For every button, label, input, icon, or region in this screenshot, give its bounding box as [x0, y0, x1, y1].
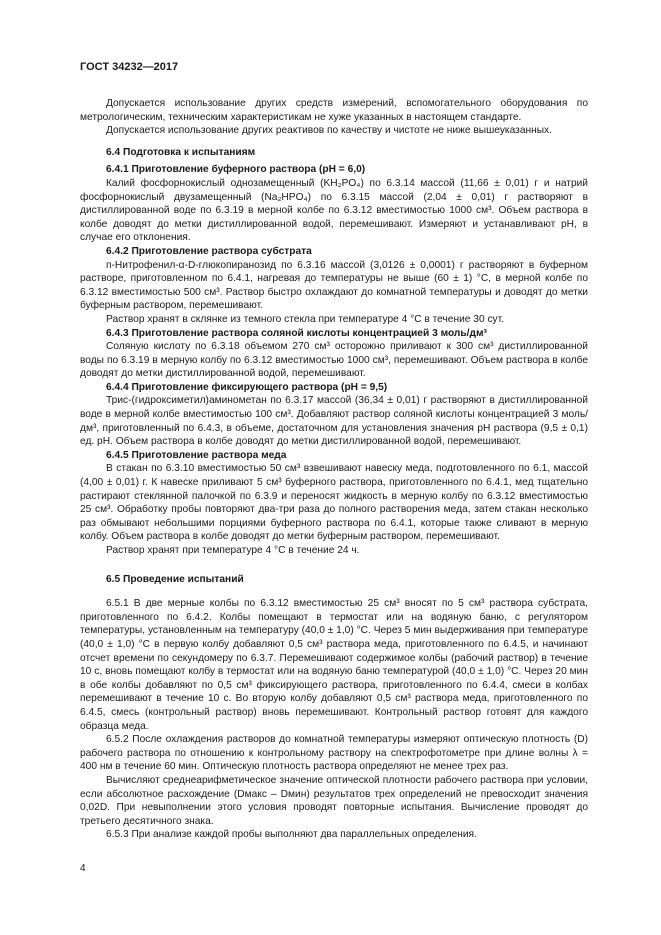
section-heading: 6.5 Проведение испытаний	[106, 573, 244, 585]
subsection-heading: 6.4.2 Приготовление раствора субстрата	[106, 245, 312, 257]
paragraph: п-Нитрофенил-α-D-глюкопиранозид по 6.3.16 массой (3,0126 ± 0,0001) г растворяют в буферном растворе, приготовленном по 6.4.1, нагревая до температуры не выше (60 ± 1) °С, в мерной колбе по 6.3.12 вместимостью 500 см³. Раствор быстро охлаждают до комнатной температуры и доводят до метки буферным раствором, перемешивают.	[80, 259, 588, 312]
paragraph: Соляную кислоту по 6.3.18 объемом 270 см³ осторожно приливают к 300 см³ дистиллированной воды по 6.3.19 в мерную колбу по 6.3.12 вместимостью 1000 см³, перемешивают. Объем раствора в колбе доводят до метки дистиллированной водой, перемешивают.	[80, 341, 588, 380]
paragraph: Допускается использование других средств измерений, вспомогательного оборудования по метрологическим, техническим характеристикам не хуже указанных в настоящем стандарте.	[80, 98, 588, 123]
paragraph: 6.5.2 После охлаждения растворов до комнатной температуры измеряют оптическую плотность (D) рабочего раствора по отношению к контрольному раствору на спектрофотометре при длине волны λ = 400 нм в течение 60 мин. Оптическую плотность раствора определяют не менее трех раз.	[80, 734, 588, 773]
document-body	[80, 97, 588, 842]
paragraph: Вычисляют среднеарифметическое значение оптической плотности рабочего раствора при условии, если абсолютное расхождение (Dмакс – Dмин) результатов трех определений не превосходит значения 0,02D. При невыполнении этого условия проводят повторные испытания. Вычисление проводят до третьего десятичного знака.	[80, 774, 588, 827]
paragraph: Трис-(гидроксиметил)аминометан по 6.3.17 массой (36,34 ± 0,01) г растворяют в дистиллированной воде в мерной колбе вместимостью 100 см³. Добавляют раствор соляной кислоты концентрацией 3 моль/дм³, приготовленный по 6.4.3, в объеме, достаточном для установления значения pH раствора (9,5 ± 0,1) ед. pH. Объем раствора в колбе доводят до метки дистиллированной водой, перемешивают.	[80, 395, 588, 448]
paragraph: Допускается использование других реактивов по качеству и чистоте не ниже вышеуказанных.	[106, 125, 552, 137]
paragraph: Раствор хранят в склянке из темного стекла при температуре 4 °С в течение 30 сут.	[106, 313, 505, 325]
section-heading: 6.4 Подготовка к испытаниям	[106, 146, 256, 158]
subsection-heading: 6.4.4 Приготовление фиксирующего раствора (pH = 9,5)	[106, 381, 388, 393]
subsection-heading: 6.4.5 Приготовление раствора меда	[106, 449, 287, 461]
paragraph: 6.5.3 При анализе каждой пробы выполняют два параллельных определения.	[106, 829, 477, 841]
paragraph: Калий фосфорнокислый однозамещенный (KH₂PO₄) по 6.3.14 массой (11,66 ± 0,01) г и натрий фосфорнокислый двузамещенный (Na₂HPO₄) по 6.3.15 массой (2,04 ± 0,01) г растворяют в дистиллированной воде по 6.3.19 в мерной колбе по 6.3.12 вместимостью 1000 см³. Объем раствора в колбе доводят до метки дистиллированной водой, перемешивают. Измеряют и устанавливают pH, в случае его отклонения.	[80, 177, 588, 244]
paragraph: В стакан по 6.3.10 вместимостью 50 см³ взвешивают навеску меда, подготовленного по 6.1, массой (4,00 ± 0,01) г. К навеске приливают 5 см³ буферного раствора, приготовленного по 6.4.1, мед тщательно растирают стеклянной палочкой по 6.3.9 и переносят жидкость в мерную колбу по 6.3.12 вместимостью 25 см³. Обработку пробы повторяют два-три раза до полного растворения меда, затем стакан несколько раз обмывают небольшими порциями буферного раствора по 6.4.1, которые также сливают в мерную колбу. Объем раствора в колбе доводят до метки буферным раствором, перемешивают.	[80, 463, 588, 543]
page-header: ГОСТ 34232—2017	[80, 61, 179, 73]
subsection-heading: 6.4.1 Приготовление буферного раствора (pH = 6,0)	[106, 164, 366, 176]
subsection-heading: 6.4.3 Приготовление раствора соляной кислоты концентрацией 3 моль/дм³	[106, 327, 487, 339]
paragraph: 6.5.1 В две мерные колбы по 6.3.12 вместимостью 25 см³ вносят по 5 см³ раствора субстрата, приготовленного по 6.4.2. Колбы помещают в термостат или на водяную баню, с регулятором температуры, установленным на температуру (40,0 ± 1,0) °С. Через 5 мин выдерживания при температуре (40,0 ± 1,0) °С в первую колбу добавляют 0,5 см³ раствора меда, приготовленного по 6.4.5, и начинают отсчет времени по секундомеру по 6.3.7. Перемешивают содержимое колбы (рабочий раствор) в течение 10 с, вновь помещают колбу в термостат или на водяную баню температурой (40,0 ± 1,0) °С. Через 20 мин в обе колбы добавляют по 0,5 см³ фиксирующего раствора, приготовленного по 6.4.4, смеси в колбах перемешивают в течение 10 с. Во вторую колбу добавляют 0,5 см³ раствора меда, приготовленного по 6.4.5, смесь (контрольный раствор) вновь перемешивают. Контрольный раствор готовят для каждого образца меда.	[80, 598, 588, 732]
page-number: 4	[80, 863, 86, 874]
paragraph: Раствор хранят при температуре 4 °С в течение 24 ч.	[106, 545, 360, 556]
